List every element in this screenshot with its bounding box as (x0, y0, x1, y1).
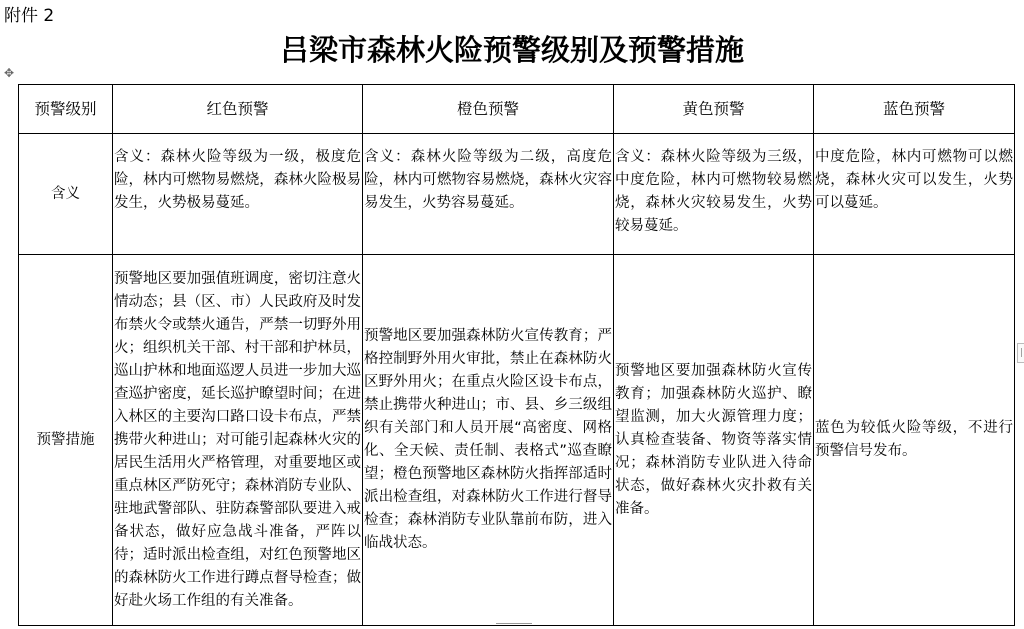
table-move-handle-icon[interactable]: ✥ (3, 66, 15, 80)
bottom-resize-marker[interactable] (496, 623, 532, 628)
measures-blue: 蓝色为较低火险等级，不进行预警信号发布。 (814, 255, 1015, 626)
meaning-yellow: 含义：森林火险等级为三级，中度危险，林内可燃物较易燃烧，森林火灾较易发生，火势较易蔓延。 (614, 134, 814, 255)
table-header-row (19, 85, 1015, 134)
header-yellow: 黄色预警 (614, 85, 814, 134)
attachment-label: 附件 2 (4, 6, 55, 26)
measures-label: 预警措施 (19, 255, 113, 626)
meaning-orange: 含义：森林火险等级为二级，高度危险，林内可燃物容易燃烧，森林火灾容易发生，火势容易蔓延。 (363, 134, 614, 255)
measures-red: 预警地区要加强值班调度，密切注意火情动态；县（区、市）人民政府及时发布禁火令或禁火通告，严禁一切野外用火；组织机关干部、村干部和护林员，巡山护林和地面巡逻人员进一步加大巡查巡护密度，延长巡护瞭望时间；在进入林区的主要沟口路口设卡布点，严禁携带火种进山；对可能引起森林火灾的居民生活用火严格管理，对重要地区或重点林区严防死守；森林消防专业队、驻地武警部队、驻防森警部队要进入戒备状态，做好应急战斗准备，严阵以待；适时派出检查组，对红色预警地区的森林防火工作进行蹲点督导检查；做好赴火场工作组的有关准备。 (113, 255, 363, 626)
warning-level-table (18, 84, 1015, 626)
table-row-meaning (19, 134, 1015, 255)
table-row-measures (19, 255, 1015, 626)
measures-yellow: 预警地区要加强森林防火宣传教育；加强森林防火巡护、瞭望监测，加大火源管理力度；认真检查装备、物资等落实情况；森林消防专业队进入待命状态，做好森林火灾扑救有关准备。 (614, 255, 814, 626)
measures-orange: 预警地区要加强森林防火宣传教育；严格控制野外用火审批，禁止在森林防火区野外用火；在重点火险区设卡布点，禁止携带火种进山；市、县、乡三级组织有关部门和人员开展“高密度、网格化、全天候、责任制、表格式”巡查瞭望；橙色预警地区森林防火指挥部适时派出检查组，对森林防火工作进行督导检查；森林消防专业队靠前布防，进入临战状态。 (363, 255, 614, 626)
header-level: 预警级别 (19, 85, 113, 134)
meaning-blue: 中度危险，林内可燃物可以燃烧，森林火灾可以发生，火势可以蔓延。 (814, 134, 1015, 255)
meaning-label: 含义 (19, 134, 113, 255)
header-red: 红色预警 (113, 85, 363, 134)
document-title: 吕梁市森林火险预警级别及预警措施 (279, 33, 744, 67)
header-orange: 橙色预警 (363, 85, 614, 134)
side-scroll-marker-icon[interactable]: | (1017, 343, 1024, 363)
meaning-red: 含义：森林火险等级为一级，极度危险，林内可燃物易燃烧，森林火险极易发生，火势极易蔓延。 (113, 134, 363, 255)
header-blue: 蓝色预警 (814, 85, 1015, 134)
